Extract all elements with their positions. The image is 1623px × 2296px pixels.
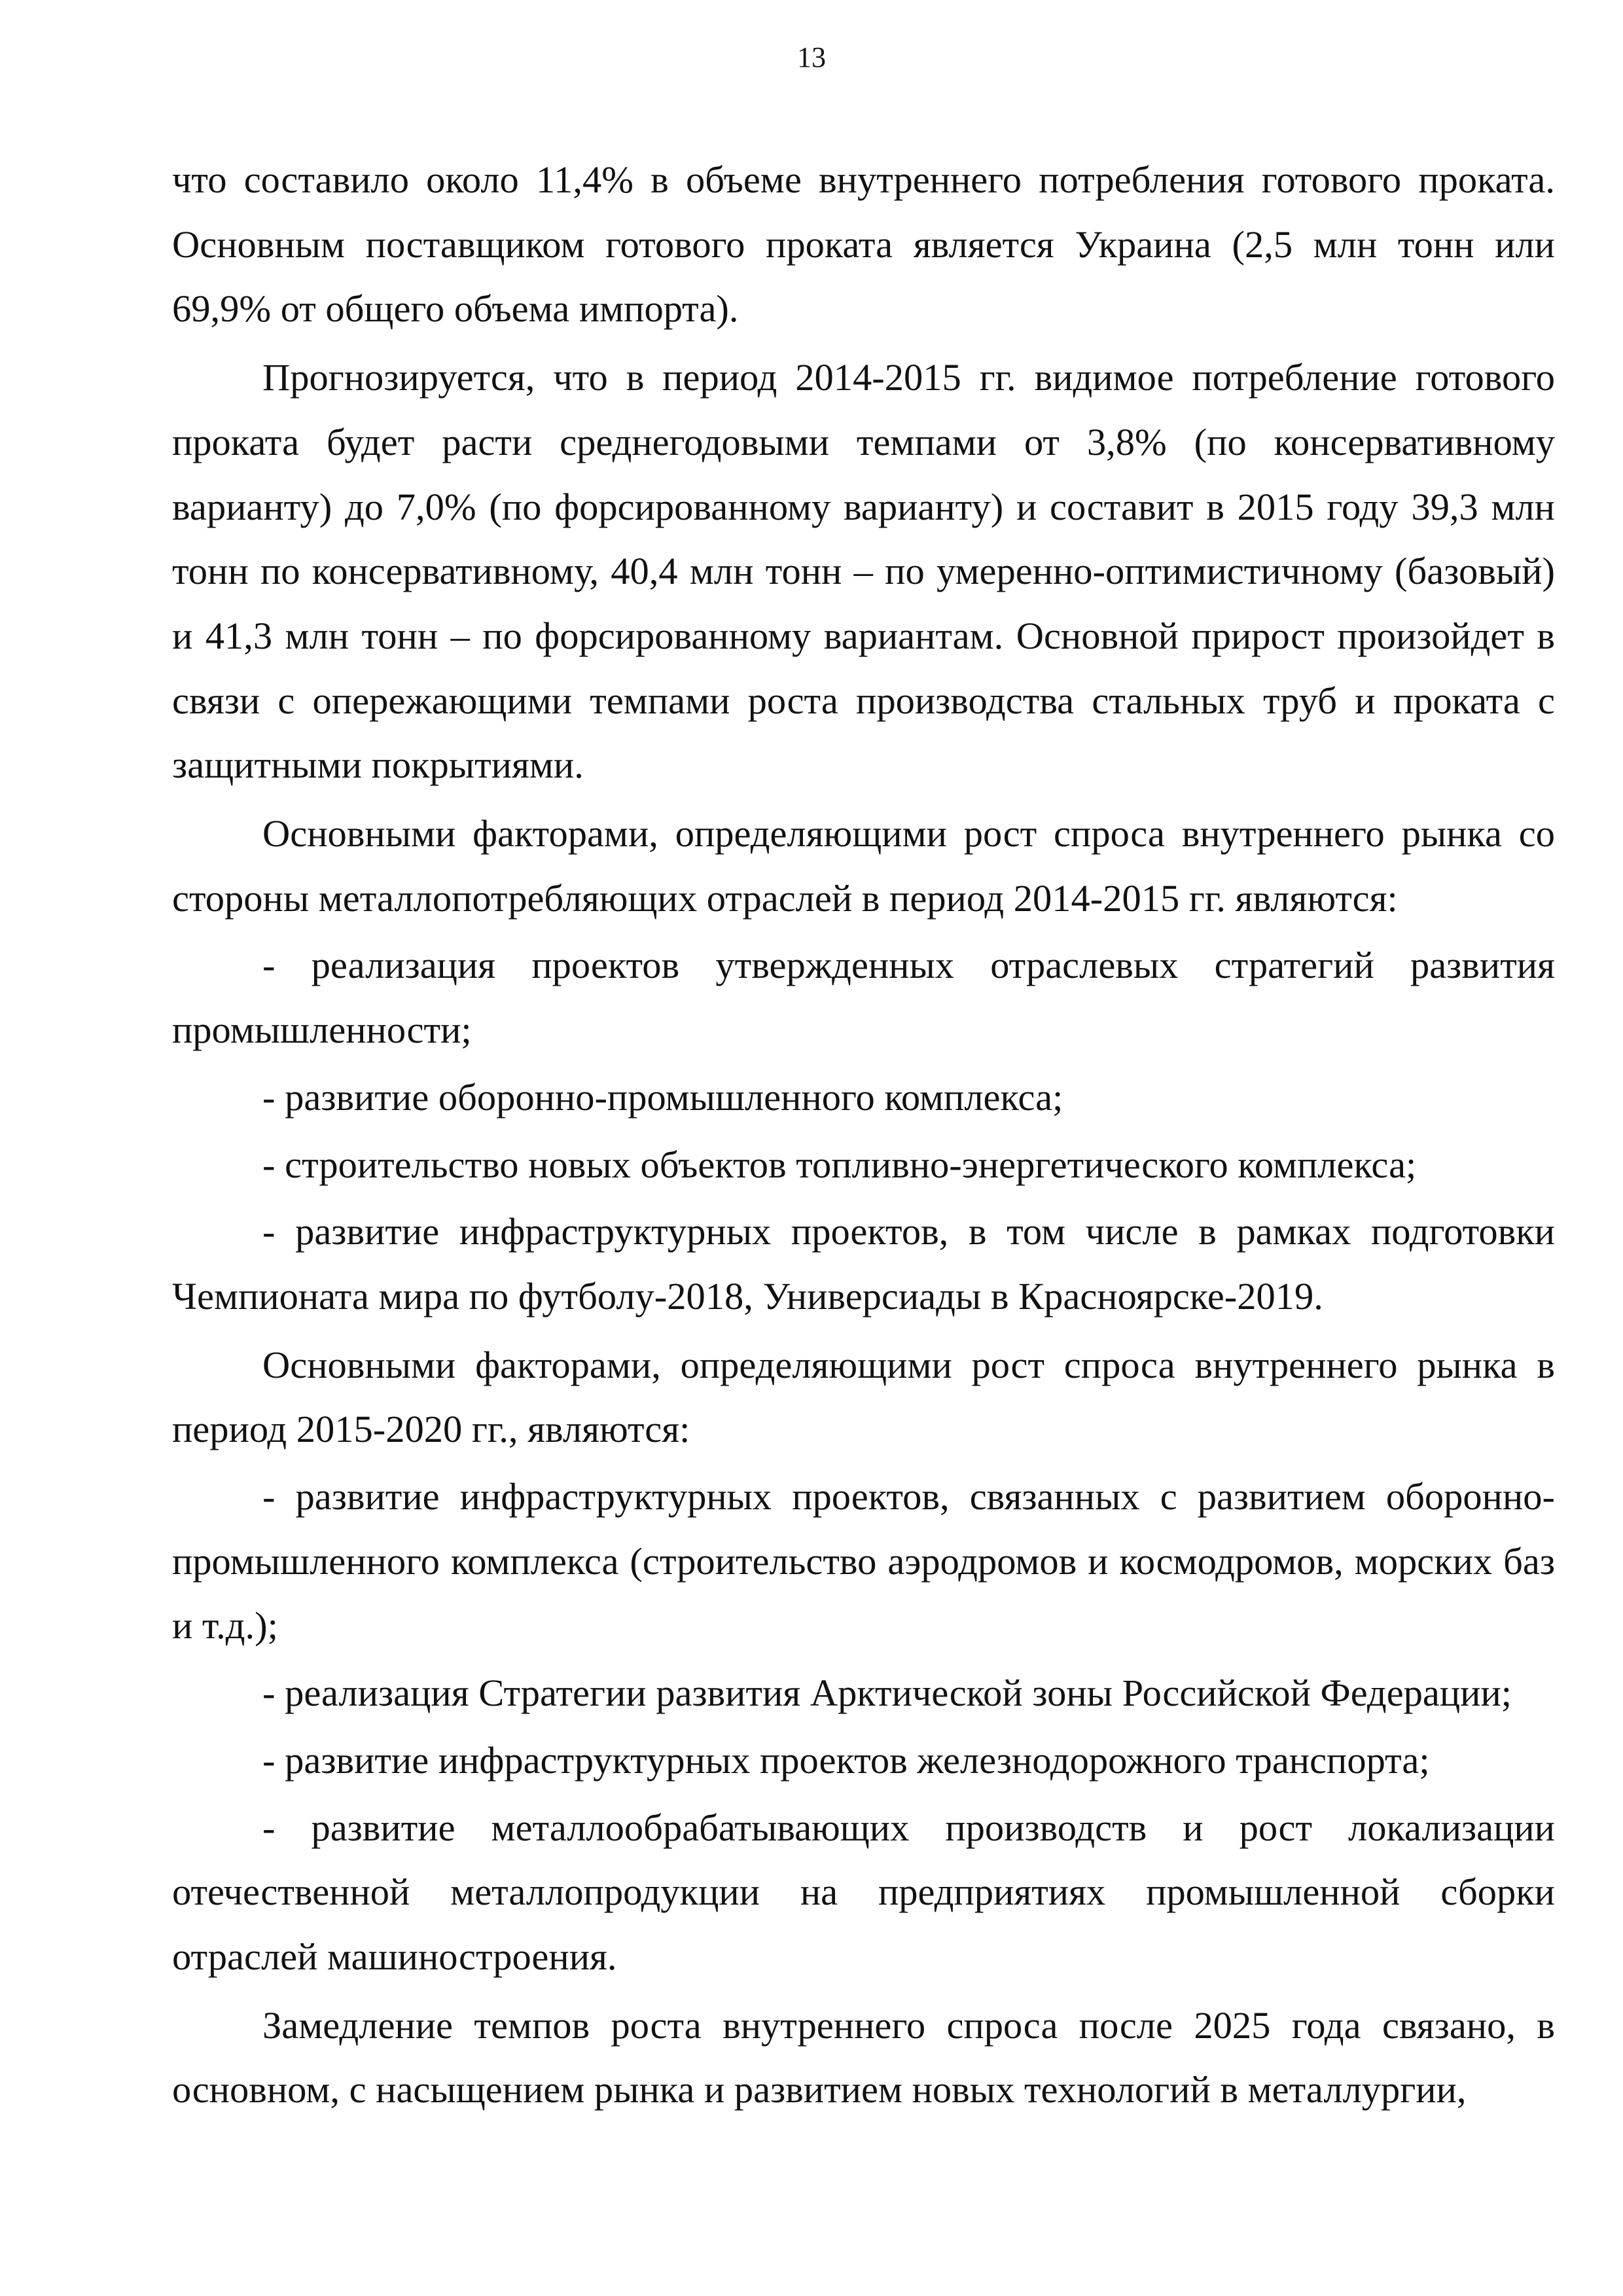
page-number: 13: [797, 41, 826, 73]
list-item: - развитие оборонно-промышленного комплекса;: [262, 1075, 1063, 1119]
document-body: [172, 148, 1555, 2123]
paragraph-factors-2014-2015: Основными факторами, определяющими рост спроса внутреннего рынка со стороны металлопотребляющих отраслей в период 2014-2015 гг. являются:: [172, 812, 1555, 920]
list-item: - развитие инфраструктурных проектов, связанных с развитием оборонно-промышленного комплекса (строительство аэродромов и космодромов, морских баз и т.д.);: [172, 1475, 1555, 1647]
paragraph-import-share: что составило около 11,4% в объеме внутреннего потребления готового проката. Основным поставщиком готового проката является Украина (2,5 млн тонн или 69,9% от общего объема импорта).: [172, 158, 1555, 331]
list-item: - реализация проектов утвержденных отраслевых стратегий развития промышленности;: [172, 944, 1555, 1052]
list-item: - реализация Стратегии развития Арктической зоны Российской Федерации;: [262, 1672, 1512, 1715]
paragraph-demand-slowdown: Замедление темпов роста внутреннего спроса после 2025 года связано, в основном, с насыщением рынка и развитием новых технологий в металлургии,: [172, 2003, 1555, 2111]
paragraph-factors-2015-2020: Основными факторами, определяющими рост спроса внутреннего рынка в период 2015-2020 гг., являются:: [172, 1343, 1555, 1451]
paragraph-forecast-2014-2015: Прогнозируется, что в период 2014-2015 гг. видимое потребление готового проката будет расти среднегодовыми темпами от 3,8% (по консервативному варианту) до 7,0% (по форсированному варианту) и составит в 2015 году 39,3 млн тонн по консервативному, 40,4 млн тонн – по умеренно-оптимистичному (базовый) и 41,3 млн тонн – по форсированному вариантам. Основной прирост произойдет в связи с опережающими темпами роста производства стальных труб и проката с защитными покрытиями.: [172, 356, 1555, 787]
list-item: - развитие инфраструктурных проектов железнодорожного транспорта;: [262, 1738, 1430, 1782]
list-item: - развитие инфраструктурных проектов, в том числе в рамках подготовки Чемпионата мира по футболу-2018, Универсиады в Красноярске-2019.: [172, 1210, 1555, 1318]
list-item: - строительство новых объектов топливно-энергетического комплекса;: [262, 1143, 1417, 1186]
list-item: - развитие металлообрабатывающих производств и рост локализации отечественной металлопродукции на предприятиях промышленной сборки отраслей машиностроения.: [172, 1806, 1555, 1978]
